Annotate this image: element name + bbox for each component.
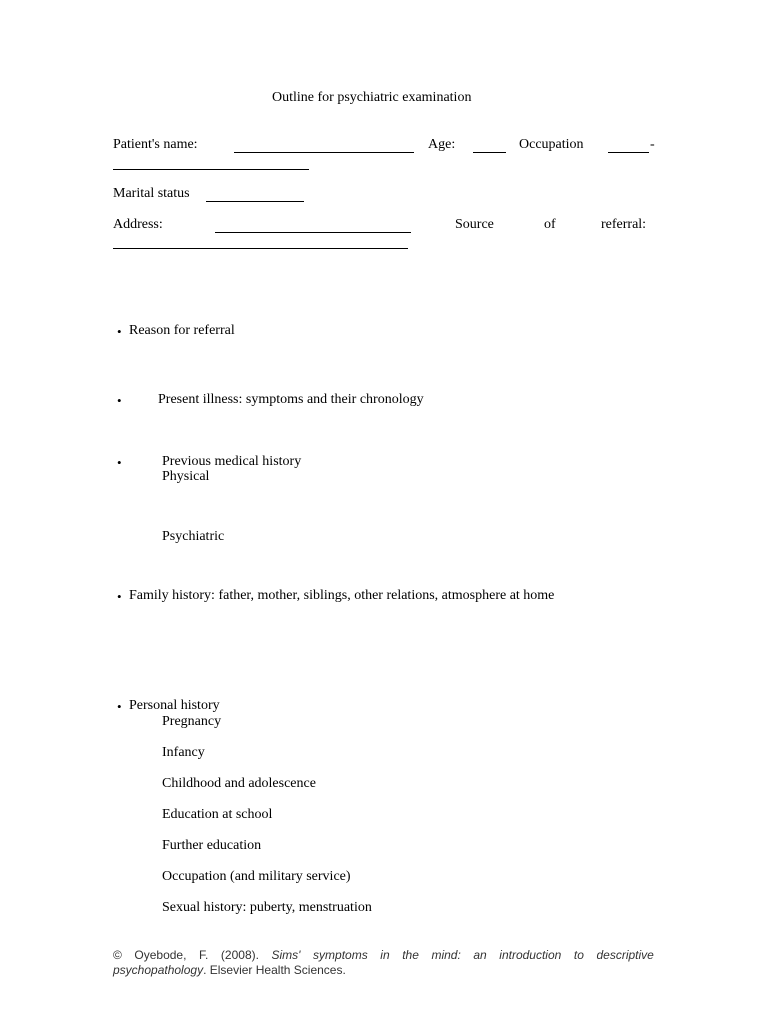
citation-line-2 bbox=[113, 963, 654, 978]
page-title: Outline for psychiatric examination bbox=[272, 90, 472, 105]
bullet-previous-history: • bbox=[117, 455, 122, 470]
section-present-illness: Present illness: symptoms and their chronology bbox=[158, 392, 424, 407]
citation-word: an bbox=[473, 948, 487, 962]
citation-publisher: . Elsevier Health Sciences. bbox=[203, 963, 346, 977]
citation-word: symptoms bbox=[313, 948, 368, 962]
subitem-physical: Physical bbox=[162, 469, 210, 484]
patient-name-field[interactable] bbox=[234, 141, 414, 153]
section-previous-medical-history: Previous medical history bbox=[162, 454, 302, 469]
citation bbox=[113, 948, 654, 978]
citation-word: in bbox=[380, 948, 390, 962]
subitem-occupation: Occupation (and military service) bbox=[162, 869, 351, 884]
subitem-education-school: Education at school bbox=[162, 807, 273, 822]
subitem-infancy: Infancy bbox=[162, 745, 205, 760]
address-field[interactable] bbox=[215, 221, 411, 233]
age-field[interactable] bbox=[473, 141, 506, 153]
bullet-personal-history: • bbox=[117, 699, 122, 714]
citation-word: F. bbox=[199, 948, 209, 962]
marital-status-field[interactable] bbox=[206, 190, 304, 202]
bullet-family-history: • bbox=[117, 589, 122, 604]
subitem-psychiatric: Psychiatric bbox=[162, 529, 225, 544]
citation-word: descriptive bbox=[596, 948, 654, 962]
subitem-childhood: Childhood and adolescence bbox=[162, 776, 316, 791]
occupation-field-continued[interactable] bbox=[113, 158, 309, 170]
subitem-pregnancy: Pregnancy bbox=[162, 714, 222, 729]
referral-source-field[interactable] bbox=[113, 237, 408, 249]
age-label: Age: bbox=[428, 137, 456, 152]
subitem-sexual-history: Sexual history: puberty, menstruation bbox=[162, 900, 372, 915]
bullet-reason: • bbox=[117, 324, 122, 339]
occupation-label: Occupation bbox=[519, 137, 584, 152]
citation-word: mind: bbox=[431, 948, 461, 962]
occupation-hyphen: - bbox=[650, 137, 655, 152]
citation-word: © bbox=[113, 948, 122, 962]
of-word: of bbox=[544, 217, 556, 232]
citation-word: to bbox=[573, 948, 584, 962]
patient-name-label: Patient's name: bbox=[113, 137, 198, 152]
bullet-present-illness: • bbox=[117, 393, 122, 408]
citation-word: (2008). bbox=[220, 948, 259, 962]
citation-word: Sims' bbox=[271, 948, 301, 962]
section-reason-for-referral: Reason for referral bbox=[129, 323, 235, 338]
marital-status-label: Marital status bbox=[113, 186, 190, 201]
citation-word: Oyebode, bbox=[134, 948, 187, 962]
citation-book-italic: psychopathology bbox=[113, 963, 204, 977]
occupation-field[interactable] bbox=[608, 141, 649, 153]
citation-word: introduction bbox=[499, 948, 562, 962]
citation-word: the bbox=[402, 948, 419, 962]
section-personal-history: Personal history bbox=[129, 698, 220, 713]
source-word: Source bbox=[455, 217, 494, 232]
subitem-further-education: Further education bbox=[162, 838, 262, 853]
referral-word: referral: bbox=[601, 217, 647, 232]
address-label: Address: bbox=[113, 217, 163, 232]
citation-line-1 bbox=[113, 948, 654, 963]
section-family-history: Family history: father, mother, siblings, other relations, atmosphere at home bbox=[129, 588, 555, 603]
